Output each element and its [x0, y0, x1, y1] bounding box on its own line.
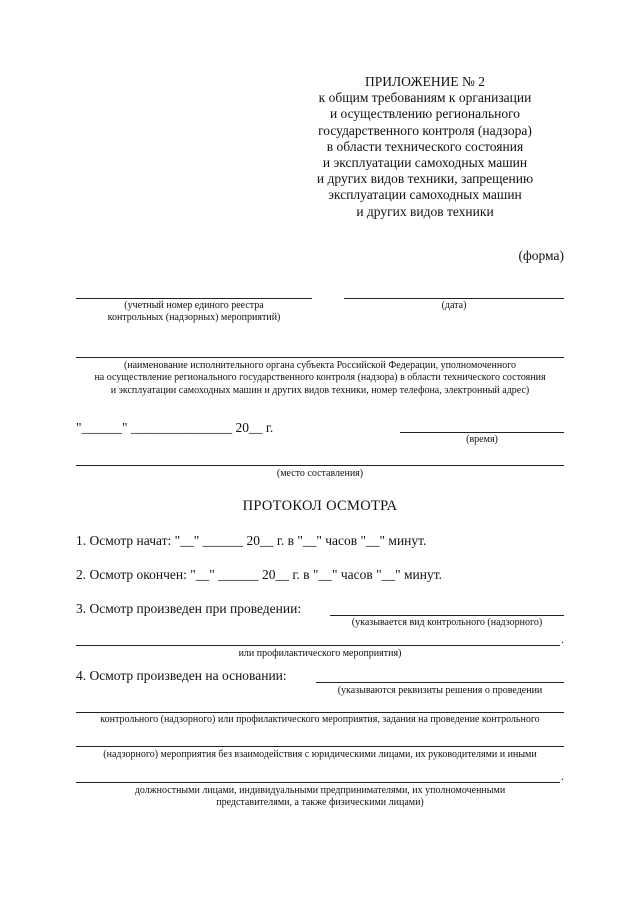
appendix-line: и других видов техники [356, 203, 494, 219]
item-3-caption-continued: или профилактического мероприятия) [238, 648, 402, 659]
item-4-caption-4: должностными лицами, индивидуальными предпринимателями, их уполномоченными [134, 785, 506, 796]
place-field[interactable] [76, 465, 564, 466]
appendix-line: и осуществлению регионального [329, 106, 521, 122]
registry-caption-line: контрольных (надзорных) мероприятий) [107, 312, 281, 324]
appendix-line: ПРИЛОЖЕНИЕ № 2 [364, 74, 486, 89]
time-caption: (время) [466, 434, 498, 445]
item-4-field-3[interactable] [76, 746, 564, 747]
registry-number-field[interactable] [76, 298, 312, 299]
item-3-period: . [561, 632, 564, 646]
appendix-heading [280, 74, 570, 220]
authority-caption-line: на осуществление регионального государственного контроля (надзора) в области технического состояния [94, 372, 546, 384]
registry-caption-line: (учетный номер единого реестра [124, 300, 264, 311]
protocol-title: ПРОТОКОЛ ОСМОТРА [242, 498, 398, 514]
authority-caption-line: и эксплуатации самоходных машин и других видов техники, номер телефона, электронный адрес) [110, 384, 530, 396]
item-3-field-continued[interactable] [76, 645, 560, 646]
item-3-caption: (указывается вид контрольного (надзорного) [351, 617, 543, 628]
form-label: (форма) [518, 248, 564, 263]
item-4-caption-2: контрольного (надзорного) или профилактического мероприятия, задания на проведение контрольного [100, 714, 540, 725]
item-4-caption-3: (надзорного) мероприятия без взаимодействия с юридическими лицами, их руководителями и иными [103, 749, 537, 760]
item-4-caption-5: представителями, а также физическими лицами) [216, 797, 424, 808]
item-2-inspection-end[interactable]: 2. Осмотр окончен: "__" ______ 20__ г. в "__" часов "__" минут. [76, 567, 443, 582]
appendix-line: государственного контроля (надзора) [318, 122, 532, 138]
item-3-label: 3. Осмотр произведен при проведении: [76, 601, 302, 616]
item-4-field-4[interactable] [76, 782, 560, 783]
appendix-line: и эксплуатации самоходных машин [322, 155, 528, 171]
authority-name-field[interactable] [76, 357, 564, 358]
item-4-field-2[interactable] [76, 712, 564, 713]
item-1-inspection-start[interactable]: 1. Осмотр начат: "__" ______ 20__ г. в "__" часов "__" минут. [76, 533, 427, 548]
item-4-field[interactable] [316, 682, 564, 683]
compose-date-line[interactable]: "______" _______________ 20__ г. [76, 420, 274, 435]
item-4-caption-1: (указываются реквизиты решения о проведении [337, 685, 543, 696]
date-caption: (дата) [441, 300, 467, 311]
appendix-line: эксплуатации самоходных машин [328, 187, 522, 203]
authority-caption [60, 360, 580, 397]
appendix-line: в области технического состояния [326, 138, 524, 154]
authority-caption-line: (наименование исполнительного органа субъекта Российской Федерации, уполномоченного [123, 360, 517, 371]
item-4-period: . [561, 769, 564, 783]
appendix-line: к общим требованиям к организации [318, 90, 532, 106]
registry-caption [76, 300, 312, 325]
item-4-label: 4. Осмотр произведен на основании: [76, 668, 287, 683]
time-field[interactable] [400, 432, 564, 433]
appendix-line: и других видов техники, запрещению [316, 171, 534, 187]
place-caption: (место составления) [276, 468, 364, 479]
date-field[interactable] [344, 298, 564, 299]
item-3-field[interactable] [330, 615, 564, 616]
